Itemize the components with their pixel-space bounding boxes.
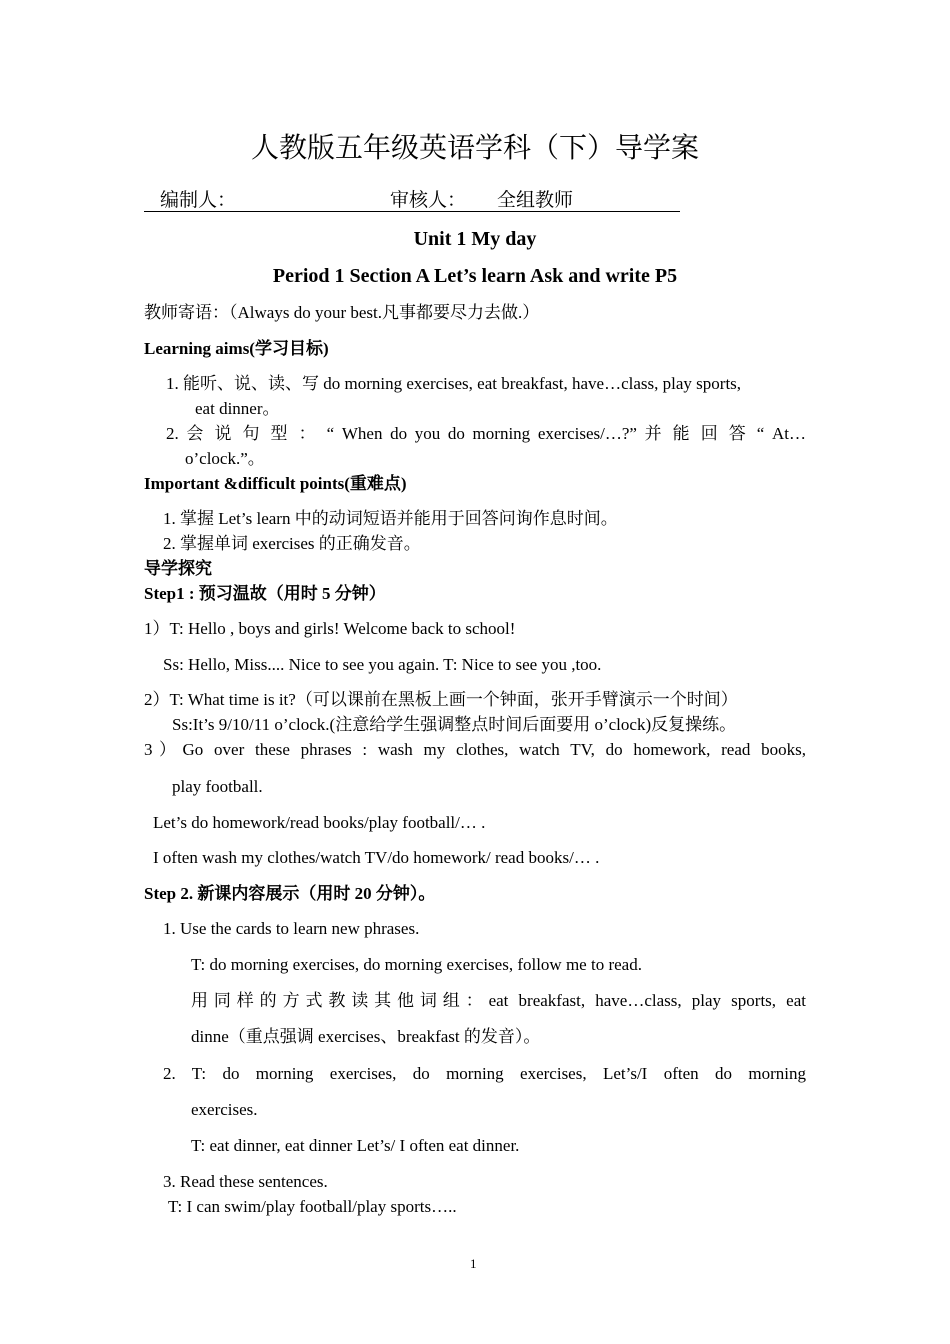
step2-line: exercises. [191, 1100, 258, 1119]
aim-line: eat dinner。 [195, 399, 280, 418]
step1-line: 3）Go over these phrases : wash my clothes, watch TV, do homework, read books, [144, 740, 806, 759]
point-line: 1. 掌握 Let’s learn 中的动词短语并能用于回答问询作息时间。 [163, 509, 618, 528]
step1-line: play football. [172, 777, 263, 796]
step1-line: Ss:It’s 9/10/11 o’clock.(注意给学生强调整点时间后面要用 o’clock)反复操练。 [172, 715, 737, 734]
aim-line: 2. 会 说 句 型 ： “ When do you do morning exercises/…?” 并 能 回 答 “ At… [166, 424, 806, 443]
unit-title: Unit 1 My day [413, 228, 537, 250]
editor-label: 编制人： [160, 190, 237, 211]
step2-line: dinne（重点强调 exercises、breakfast 的发音）。 [191, 1027, 541, 1046]
step2-line: T: eat dinner, eat dinner Let’s/ I often eat dinner. [191, 1136, 520, 1155]
aims-heading: Learning aims(学习目标) [144, 339, 329, 358]
teacher-message: 教师寄语：（Always do your best.凡事都要尽力去做.） [144, 303, 540, 322]
step2-line: T: do morning exercises, do morning exercises, follow me to read. [191, 955, 642, 974]
step2-line: 用同样的方式教读其他词组：eat breakfast, have…class, play sports, eat [191, 991, 806, 1010]
reviewer-value: 全组教师 [497, 190, 574, 211]
header-underline [144, 211, 680, 212]
explore-heading: 导学探究 [144, 559, 212, 578]
step2-line: 1. Use the cards to learn new phrases. [163, 919, 420, 938]
step1-line: 1）T: Hello , boys and girls! Welcome back to school! [144, 619, 516, 638]
reviewer-label: 审核人： [390, 190, 467, 211]
step2-heading: Step 2. 新课内容展示（用时 20 分钟）。 [144, 884, 436, 903]
step2-line: T: I can swim/play football/play sports….. [168, 1197, 457, 1216]
aim-line: 1. 能听、说、读、写 do morning exercises, eat breakfast, have…class, play sports, [166, 374, 742, 393]
period-title: Period 1 Section A Let’s learn Ask and write P5 [272, 265, 678, 287]
step1-line: I often wash my clothes/watch TV/do homework/ read books/… . [153, 848, 600, 867]
points-heading: Important &difficult points(重难点) [144, 474, 407, 493]
step2-line: 2. T: do morning exercises, do morning exercises, Let’s/I often do morning [163, 1064, 806, 1083]
step1-line: Let’s do homework/read books/play football/… . [153, 813, 486, 832]
aim-line: o’clock.”。 [185, 449, 265, 468]
step1-line: Ss: Hello, Miss.... Nice to see you again. T: Nice to see you ,too. [163, 655, 602, 674]
step1-heading: Step1 : 预习温故（用时 5 分钟） [144, 584, 386, 603]
document-title: 人教版五年级英语学科（下）导学案 [250, 133, 699, 164]
page-number: 1 [470, 1256, 477, 1271]
step1-line: 2）T: What time is it?（可以课前在黑板上画一个钟面，张开手臂演示一个时间） [144, 690, 738, 709]
point-line: 2. 掌握单词 exercises 的正确发音。 [163, 534, 421, 553]
step2-line: 3. Read these sentences. [163, 1172, 328, 1191]
